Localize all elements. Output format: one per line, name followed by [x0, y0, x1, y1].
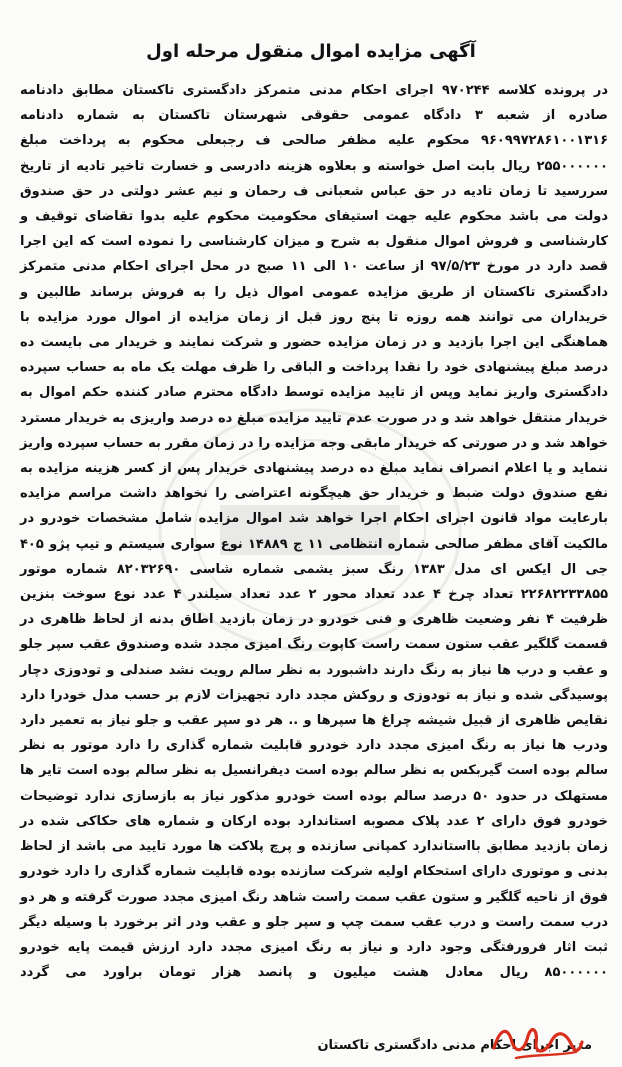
handwritten-signature	[486, 1018, 586, 1062]
notice-body	[20, 78, 608, 985]
notice-signatory: مدیر اجرای احکام مدنی دادگستری تاکستان	[317, 1038, 592, 1053]
notice-body-text: در پرونده کلاسه ۹۷۰۲۴۴ اجرای احکام مدنی متمرکز دادگستری تاکستان مطابق دادنامه صادره از شعبه ۳ دادگاه عمومی حقوقی شهرستان تاکستان به شماره دادنامه ۹۶۰۹۹۷۲۸۶۱۰۰۱۳۱۶ محکوم علیه مظفر صالحی ف رجبعلی محکوم به پرداخت مبلغ ۲۵۵۰۰۰۰۰۰ ریال بابت اصل خواسته و بعلاوه هزینه دادرسی و خسارت تاخیر تادیه از تاریخ سررسید تا زمان تادیه در حق عباس شعبانی ف رحمان و نیم عشر دولتی در حق صندوق دولت می باشد محکوم علیه جهت استیفای محکومیت محکوم علیه بدوا تقاضای توقیف و کارشناسی و فروش اموال منقول به شرح و میزان کارشناسی را نموده است که این اجرا قصد دارد در مورخ ۹۷/۵/۲۳ از ساعت ۱۰ الی ۱۱ صبح در محل اجرای احکام مدنی متمرکز دادگستری تاکستان از طریق مزایده عمومی اموال ذیل را به فروش برساند طالبین و خریداران می توانند همه روزه تا پنج روز قبل از زمان مزایده از اموال مورد مزایده با هماهنگی این اجرا بازدید و در زمان مزایده حضور و شرکت نمایند و خریدار می بایست ده درصد مبلغ پیشنهادی خود را نقدا پرداخت و الباقی را ظرف مهلت یک ماه به حساب سپرده دادگستری واریز نماید وپس از تایید مزایده توسط دادگاه محترم صادر کننده حکم اموال به خریدار منتقل خواهد شد و در صورت عدم تایید مزایده مبلغ ده درصد واریزی به خریدار مسترد خواهد شد و در صورتی که خریدار مابقی وجه مزایده را در زمان مقرر به حساب سپرده واریز ننماید و یا اعلام انصراف نماید مبلغ ده درصد پیشنهادی خریدار پس از کسر هزینه مزایده به نفع صندوق دولت ضبط و خریدار حق هیچگونه اعتراضی را نخواهد داشت مراسم مزایده بارعایت مواد قانون اجرای احکام اجرا خواهد شد اموال مزایده شامل مشخصات خودرو در مالکیت آقای مظفر صالحی شماره انتظامی ۱۱ ج ۱۴۸۸۹ نوع سواری سیستم و تیپ پژو ۴۰۵ جی ال ایکس ای مدل ۱۳۸۳ رنگ سبز یشمی شماره شاسی ۸۲۰۳۲۶۹۰ شماره موتور ۲۲۶۸۲۲۳۳۸۵۵ تعداد چرخ ۴ عدد تعداد محور ۲ عدد تعداد سیلندر ۴ عدد نوع سوخت بنزین ظرفیت ۴ نفر وضعیت ظاهری و فنی خودرو در زمان بازدید اطاق بدنه از لحاظ ظاهری در قسمت گلگیر عقب ستون سمت راست کاپوت رنگ امیزی مجدد شده وصندوق عقب سپر جلو و عقب و درب ها نیاز به رنگ دارند داشبورد به نظر سالم رویت نشد صندلی و تودوزی دچار پوسیدگی شده و نیاز به تودوزی و روکش مجدد دارد تجهیزات لازم بر حسب مدل خودرا دارد نقایص ظاهری از قبیل شیشه چراغ ها سپرها و .. هر دو سپر عقب و جلو نیاز به تعمیر دارد ودرب ها نیاز به رنگ امیزی مجدد دارد خودرو قابلیت شماره گذاری را دارد موتور به نظر سالم بوده است گیربکس به نظر سالم بوده است دیفرانسیل به نظر سالم بوده است تایر ها مستهلک در حدود ۵۰ درصد سالم بوده است خودرو مذکور نیاز به بازسازی ندارد توضیحات خودرو فوق دارای ۲ عدد پلاک مصوبه استاندارد بوده ارکان و شماره های حکاکی شده در زمان بازدید مطابق بااستاندارد کمپانی سازنده و پرچ پلاکت ها مورد تایید می باشد از لحاظ بدنی و موتوری دارای استحکام اولیه شرکت سازنده بوده قابلیت شماره گذاری را دارد خودرو فوق از ناحیه گلگیر و ستون عقب سمت راست شاهد رنگ امیزی مجدد صورت گرفته و هر دو درب سمت راست و درب عقب سمت چپ و سپر جلو و عقب ودر اثر برخورد با وسیله دیگر ثبت اثار فرورفتگی وجود دارد و نیاز به رنگ امیزی مجدد دارد ارزش قیمت پایه خودرو ۸۵۰۰۰۰۰۰ ریال معادل هشت میلیون و پانصد هزار تومان براورد می گردد	[20, 83, 609, 981]
notice-title: آگهی مزایده اموال منقول مرحله اول	[146, 41, 476, 62]
